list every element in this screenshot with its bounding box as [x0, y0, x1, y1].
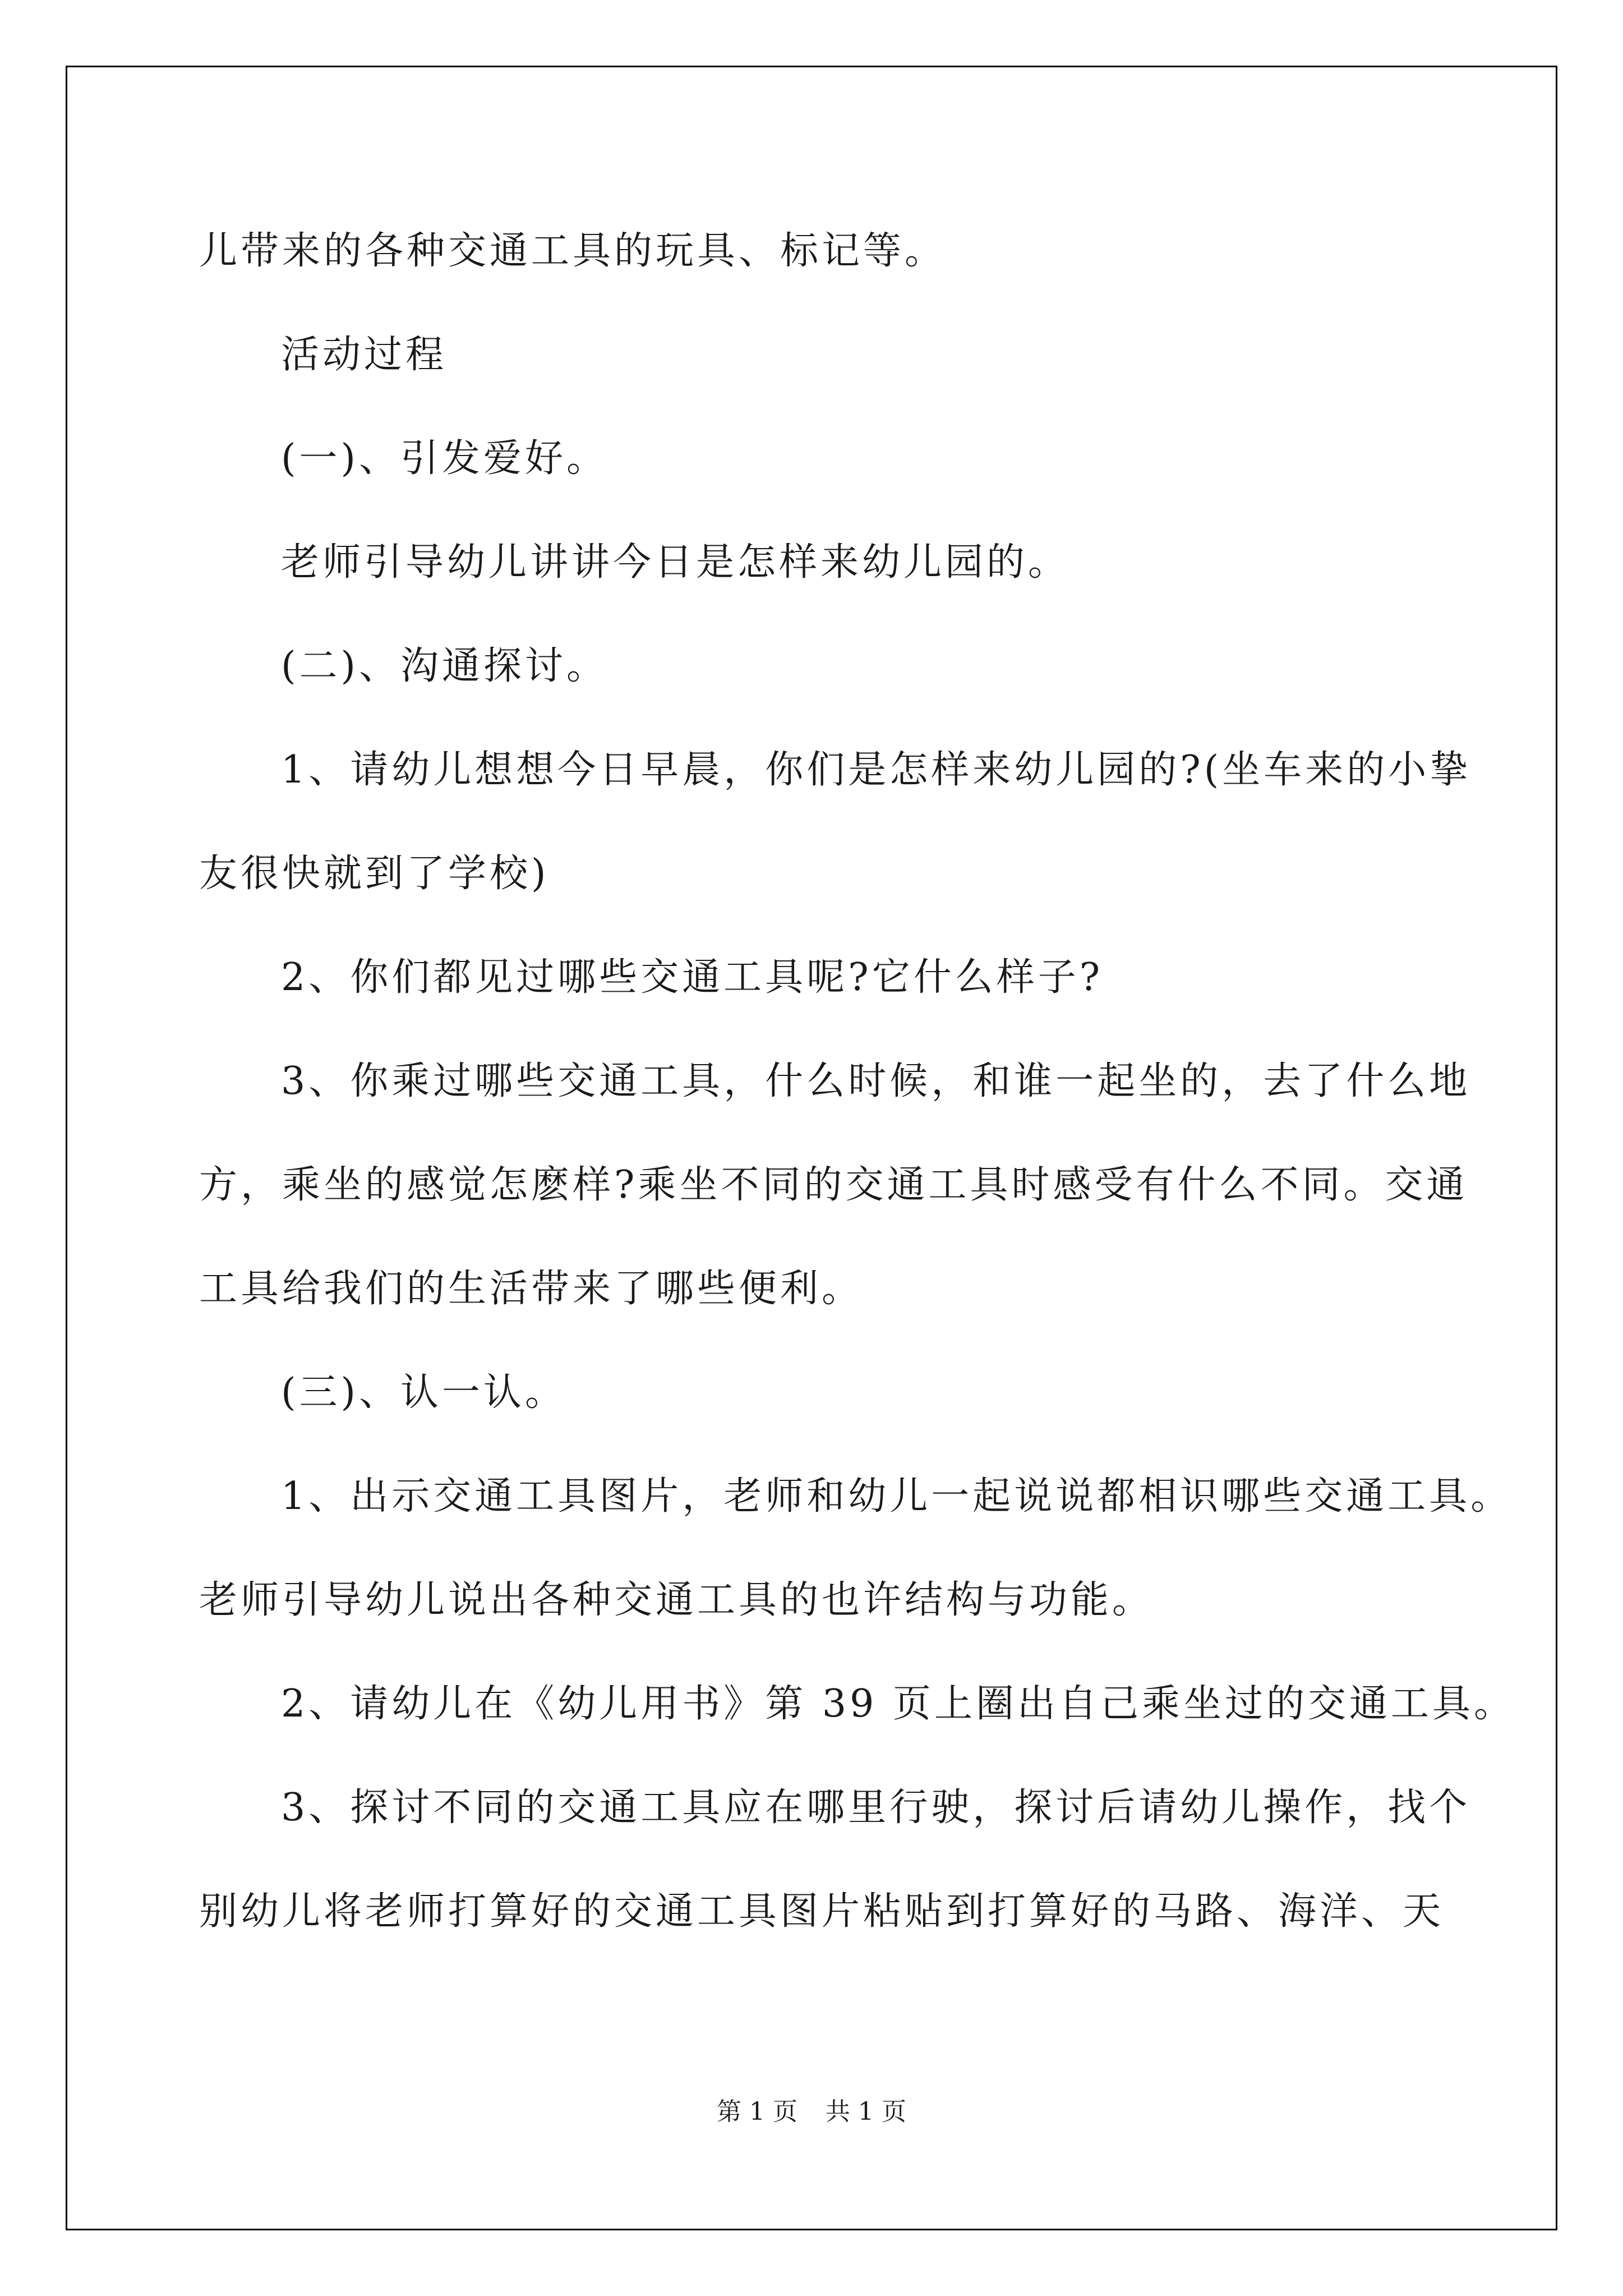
- current-page-number: 第 1 页: [717, 2097, 797, 2126]
- section-heading: 活动过程: [281, 333, 448, 377]
- paragraph-line: 方，乘坐的感觉怎麽样?乘坐不同的交通工具时感受有什么不同。交通: [199, 1163, 1468, 1207]
- paragraph-line: 2、请幼儿在《幼儿用书》第 39 页上圈出自己乘坐过的交通工具。: [281, 1682, 1516, 1726]
- paragraph-line: 3、探讨不同的交通工具应在哪里行驶，探讨后请幼儿操作，找个: [281, 1786, 1471, 1830]
- paragraph-line: 3、你乘过哪些交通工具，什么时候，和谁一起坐的，去了什么地: [281, 1059, 1471, 1103]
- paragraph-line: 1、请幼儿想想今日早晨，你们是怎样来幼儿园的?(坐车来的小挚: [281, 748, 1472, 792]
- total-page-count: 共 1 页: [826, 2097, 906, 2126]
- paragraph-line: 老师引导幼儿说出各种交通工具的也许结构与功能。: [199, 1578, 1154, 1622]
- paragraph-line: 友很快就到了学校): [199, 852, 550, 896]
- paragraph-line: 别幼儿将老师打算好的交通工具图片粘贴到打算好的马路、海洋、天: [199, 1889, 1445, 1934]
- paragraph-line: 1、出示交通工具图片，老师和幼儿一起说说都相识哪些交通工具。: [281, 1474, 1513, 1519]
- page-footer: [0, 2091, 1623, 2127]
- paragraph-line: 2、你们都见过哪些交通工具呢?它什么样子?: [281, 955, 1104, 1000]
- section-heading: (二)、沟通探讨。: [281, 644, 608, 688]
- section-heading: (三)、认一认。: [281, 1370, 567, 1415]
- document-body: [199, 199, 1516, 1963]
- paragraph-line: 儿带来的各种交通工具的玩具、标记等。: [199, 229, 947, 273]
- paragraph-line: 老师引导幼儿讲讲今日是怎样来幼儿园的。: [281, 540, 1070, 585]
- paragraph-line: 工具给我们的生活带来了哪些便利。: [199, 1267, 864, 1311]
- section-heading: (一)、引发爱好。: [281, 436, 608, 481]
